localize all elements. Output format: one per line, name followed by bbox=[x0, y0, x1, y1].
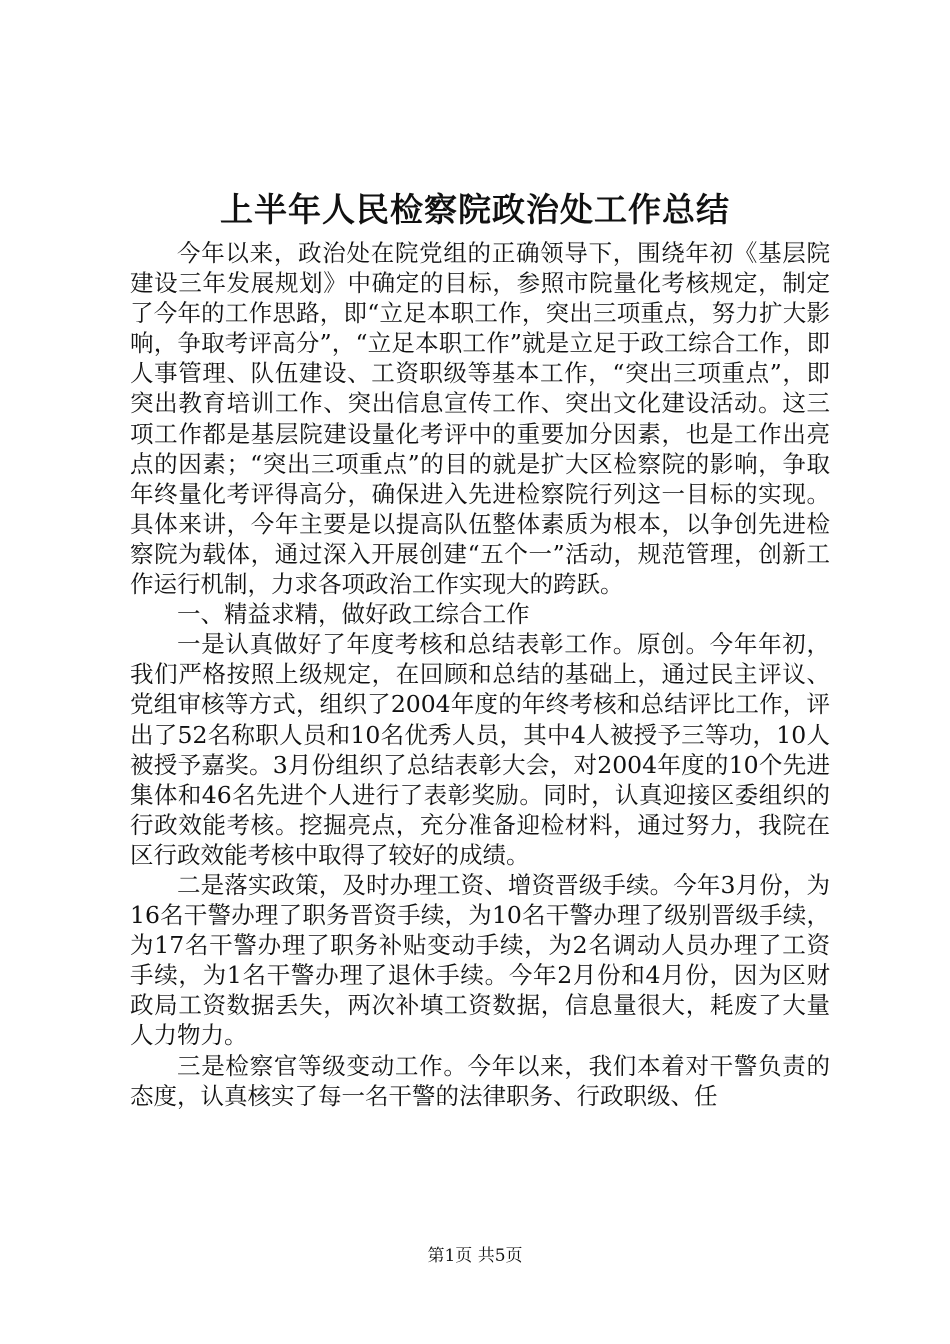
page-footer: 第1页 共5页 bbox=[427, 1246, 523, 1266]
paragraph-intro: 今年以来，政治处在院党组的正确领导下，围绕年初《基层院建设三年发展规划》中确定的目标，参照市院量化考核规定，制定了今年的工作思路，即“立足本职工作，突出三项重点，努力扩大影响，争取考评高分”，“立足本职工作”就是立足于政工综合工作，即人事管理、队伍建设、工资职级等基本工作，“突出三项重点”，即突出教育培训工作、突出信息宣传工作、突出文化建设活动。这三项工作都是基层院建设量化考评中的重要加分因素，也是工作出亮点的因素；“突出三项重点”的目的就是扩大区检察院的影响，争取年终量化考评得高分，确保进入先进检察院行列这一目标的实现。具体来讲，今年主要是以提高队伍整体素质为根本，以争创先进检察院为载体，通过深入开展创建“五个一”活动，规范管理，创新工作运行机制，力求各项政治工作实现大的跨跃。 bbox=[130, 239, 830, 599]
paragraph-salary: 二是落实政策，及时办理工资、增资晋级手续。今年3月份，为16名干警办理了职务晋资手续，为10名干警办理了级别晋级手续，为17名干警办理了职务补贴变动手续，为2名调动人员办理了工资手续，为1名干警办理了退休手续。今年2月份和4月份，因为区财政局工资数据丢失，两次补填工资数据，信息量很大，耗废了大量人力物力。 bbox=[130, 870, 830, 1050]
document-body bbox=[130, 238, 830, 1111]
paragraph-assessment: 一是认真做好了年度考核和总结表彰工作。原创。今年年初，我们严格按照上级规定，在回顾和总结的基础上，通过民主评议、党组审核等方式，组织了2004年度的年终考核和总结评比工作，评出了52名称职人员和10名优秀人员，其中4人被授予三等功，10人被授予嘉奖。3月份组织了总结表彰大会，对2004年度的10个先进集体和46名先进个人进行了表彰奖励。同时，认真迎接区委组织的行政效能考核。挖掘亮点，充分准备迎检材料，通过努力，我院在区行政效能考核中取得了较好的成绩。 bbox=[130, 630, 830, 869]
document-title: 上半年人民检察院政治处工作总结 bbox=[220, 190, 730, 229]
paragraph-prosecutor-grade: 三是检察官等级变动工作。今年以来，我们本着对干警负责的态度，认真核实了每一名干警的法律职务、行政职级、任 bbox=[130, 1051, 830, 1110]
section-heading: 一、精益求精，做好政工综合工作 bbox=[177, 600, 530, 629]
